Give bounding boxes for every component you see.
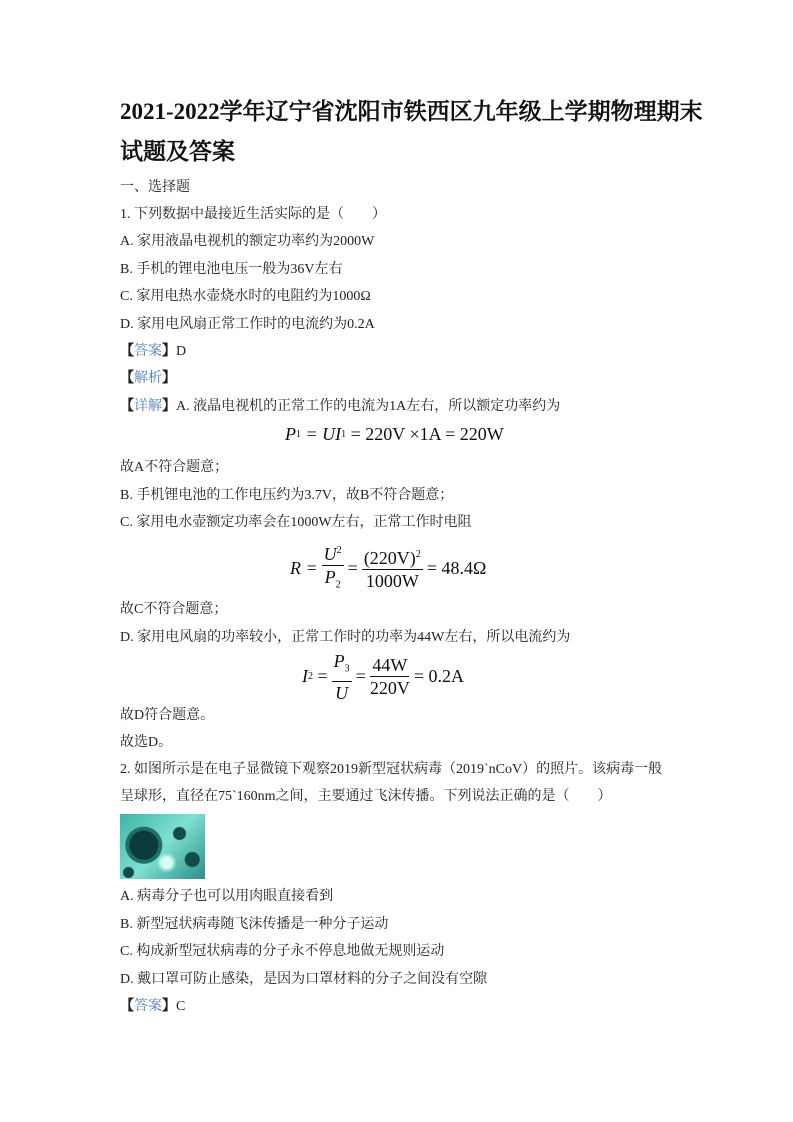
q1-detail-b: B. 手机锂电池的工作电压约为3.7V，故B不符合题意； [120,488,454,503]
doc-title-line1: 2021-2022学年辽宁省沈阳市铁西区九年级上学期物理期末 [120,99,703,124]
q1-answer: 【答案】D [120,344,187,359]
virus-microscope-image [120,814,205,879]
q2-option-a: A. 病毒分子也可以用肉眼直接看到 [120,889,334,904]
q1-detail-d: D. 家用电风扇的功率较小，正常工作时的功率为44W左右，所以电流约为 [120,630,571,645]
q1-conclusion-c: 故C不符合题意； [120,602,228,617]
q2-option-b: B. 新型冠状病毒随飞沫传播是一种分子运动 [120,917,389,932]
answer-value: C [176,999,186,1014]
answer-value: D [176,344,187,359]
analysis-label: 解析 [134,371,162,386]
q2-answer: 【答案】C [120,999,186,1014]
answer-label: 答案 [134,999,162,1014]
equation-power: P 1 = UI 1 = 220V ×1A = 220W [285,424,504,444]
detail-label: 详解 [134,399,162,414]
q2-option-c: C. 构成新型冠状病毒的分子永不停息地做无规则运动 [120,944,445,959]
q1-option-a: A. 家用液晶电视机的额定功率约为2000W [120,234,375,249]
q2-option-d: D. 戴口罩可防止感染，是因为口罩材料的分子之间没有空隙 [120,972,488,987]
q1-option-c: C. 家用电热水壶烧水时的电阻约为1000Ω [120,289,371,304]
q1-stem: 1. 下列数据中最接近生活实际的是（ ） [120,207,386,222]
q1-detail-c: C. 家用电水壶额定功率会在1000W左右，正常工作时电阻 [120,515,472,530]
q2-stem-line2: 呈球形，直径在75`160nm之间，主要通过飞沫传播。下列说法正确的是（ ） [120,789,612,804]
section-heading: 一、选择题 [120,180,190,195]
q1-conclusion-a: 故A不符合题意； [120,460,229,475]
q2-stem-line1: 2. 如图所示是在电子显微镜下观察2019新型冠状病毒（2019`nCoV）的照片。该病毒一般 [120,762,663,777]
q1-conclusion-d: 故D符合题意。 [120,708,215,723]
doc-title-line2: 试题及答案 [120,139,235,164]
equation-resistance: R = $\frac{U^2}{P_2}$ = $\frac{(220V)^2}{1000W}$ = 48.4Ω [290,540,486,597]
q1-option-b: B. 手机的锂电池电压一般为36V左右 [120,262,343,277]
answer-label: 答案 [134,344,162,359]
q1-final: 故选D。 [120,735,173,750]
q1-analysis: 【解析】 [120,371,176,386]
q1-option-d: D. 家用电风扇正常工作时的电流约为0.2A [120,317,375,332]
q1-detail-a: 【详解】A. 液晶电视机的正常工作的电流为1A左右，所以额定功率约为 [120,399,561,414]
detail-a-text: A. 液晶电视机的正常工作的电流为1A左右，所以额定功率约为 [176,399,561,414]
equation-current: I 2 = $\frac{P_3}{U}$ = $\frac{44W}{220V}$ = 0.2A [302,651,464,703]
